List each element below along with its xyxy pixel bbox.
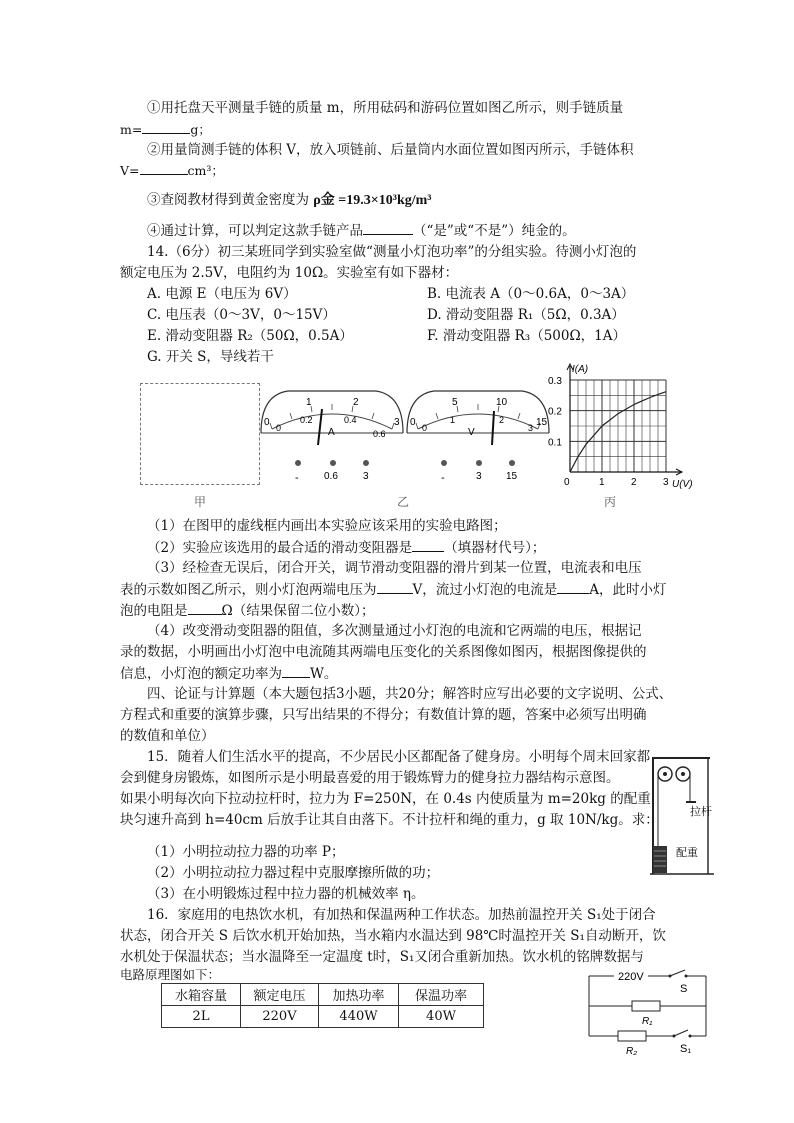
q14-sub3-3: 泡的电阻是 Ω（结果保留二位小数）； [120,603,375,619]
equipment-e: E. 滑动变阻器 R₂（50Ω，0.5A） [147,328,353,344]
iu-grid [567,364,682,475]
equipment-a: A. 电源 E（电压为 6V） [147,286,297,302]
q14-stem-1: 14.（6分）初三某班同学到实验室做“测量小灯泡功率”的分组实验。待测小灯泡的 [147,244,637,260]
table-cell: 440W [319,1006,399,1028]
voltmeter-terminal-3[interactable] [476,460,482,466]
q13-item3: ③查阅教材得到黄金密度为 ρ金 =19.3×10³kg/m³ [147,192,432,208]
y-tick-label: 0.3 [548,376,562,387]
equipment-c: C. 电压表（0～3V，0～15V） [147,307,336,323]
ammeter-bottom-tick-0: 0 [276,423,282,433]
fig-label-bing: 丙 [604,495,617,509]
q15-line2: 会到健身房锻炼，如图所示是小明最喜爱的用于锻炼臂力的健身拉力器结构示意图。 [120,770,620,786]
equipment-d: D. 滑动变阻器 R₁（5Ω，0.3A） [427,307,625,323]
ammeter-terminal-label-3: 3 [363,471,369,482]
voltmeter-top-tick-0: 0 [410,417,416,428]
ammeter-terminal-label-06: 0.6 [324,471,338,482]
q14-sub3-1: （3）经检查无误后，闭合开关，调节滑动变阻器的滑片到某一位置，电流表和电压 [147,560,642,576]
switch-s[interactable] [670,970,685,976]
resistor-r1 [632,1001,660,1011]
ammeter [261,391,403,484]
iu-ticks [548,376,669,488]
switch-s-label: S [680,983,688,995]
ammeter-bottom-tick-1: 0.2 [300,415,313,425]
ammeter-terminal-neg[interactable] [295,460,301,466]
iu-xlabel: U(V) [672,479,693,490]
section4-line2: 方程式和重要的演算步骤，只写出结果的不得分；有数值计算的题，答案中必须写出明确 [120,707,647,723]
ammeter-terminal-06[interactable] [330,460,336,466]
source-label: 220V [618,971,644,983]
voltmeter-bottom-tick-0: 0 [422,423,428,433]
q14-stem-2: 额定电压为 2.5V，电阻约为 10Ω。实验室有如下器材： [120,265,459,281]
q14-sub3-2: 表的示数如图乙所示，则小灯泡两端电压为 V，流过小灯泡的电流是 A，此时小灯 [120,582,667,598]
ammeter-terminal-3[interactable] [363,460,369,466]
q13-item4: ④通过计算，可以判定这款手链产品 （“是”或“不是”）纯金的。 [147,223,576,239]
y-tick-label: 0.1 [548,437,562,449]
q14-sub1: （1）在图甲的虚线框内画出本实验应该采用的实验电路图； [147,518,507,534]
voltmeter-terminal-label-neg: - [441,472,445,484]
ammeter-top-tick-1: 1 [306,397,312,408]
q13-item1: ①用托盘天平测量手链的质量 m，所用砝码和游码位置如图乙所示，则手链质量 [147,100,624,116]
x-tick-label: 0 [564,477,570,488]
iu-ylabel: I(A) [572,364,589,375]
q14-sub4-2: 录的数据，小明画出小灯泡中电流随其两端电压变化的关系图像如图丙，根据图像提供的 [120,644,647,660]
q13-item2-answer: V= cm³； [120,163,224,178]
r1-label: R₁ [642,1016,653,1027]
equipment-b: B. 电流表 A（0～0.6A，0～3A） [427,286,635,302]
circuit-drawing-box [140,383,260,485]
q15-sub3: （3）在小明锻炼过程中拉力器的机械效率 η。 [147,886,425,902]
voltmeter-terminal-label-3: 3 [476,471,482,482]
q15-sub2: （2）小明拉动拉力器过程中克服摩擦所做的功； [147,865,440,881]
q14-sub2: （2）实验应该选用的最合适的滑动变阻器是 （填器材代号）； [147,540,546,556]
meters-figure [258,385,550,493]
q16-line3: 水机处于保温状态；当水温降至一定温度 t时，S₁又闭合重新加热。饮水机的铭牌数据与 [120,949,644,965]
fig-label-jia: 甲 [194,495,207,509]
fig-label-yi: 乙 [397,495,410,509]
ammeter-bottom-tick-2: 0.4 [344,415,357,425]
table-header: 加热功率 [319,984,399,1006]
q14-sub4-3: 信息，小灯泡的额定功率为 W。 [120,666,338,682]
x-tick-label: 1 [599,477,605,488]
label-pull-rod: 拉杆 [690,805,712,818]
switch-s1-label: S₁ [680,1043,692,1055]
q15-line4: 块匀速升高到 h=40cm 后放手让其自由落下。不计拉杆和绳的重力，g 取 10N/kg。求： [120,812,659,828]
equipment-f: F. 滑动变阻器 R₃（500Ω，1A） [427,328,627,344]
table-header: 水箱容量 [162,984,241,1006]
ammeter-symbol: A [328,427,335,438]
voltmeter-symbol: V [468,427,475,438]
table-header: 额定电压 [241,984,319,1006]
q15-line1: 15．随着人们生活水平的提高，不少居民小区都配备了健身房。小明每个周末回家都 [147,749,651,765]
q16-line4: 电路原理图如下： [120,967,221,982]
q15-line3: 如果小明每次向下拉动拉杆时，拉力为 F=250N，在 0.4s 内使质量为 m=20kg 的配重 [120,791,651,807]
r2-label: R₂ [626,1046,638,1057]
voltmeter-pointer [492,411,494,445]
voltmeter-top-tick-3: 15 [536,417,548,428]
table-row [162,1006,484,1028]
q13-item1-answer: m= g； [120,122,211,137]
section4-line3: 的数值和单位） [120,728,215,744]
x-tick-label: 2 [631,477,637,488]
q16-line2: 状态，闭合开关 S 后饮水机开始加热，当水箱内水温达到 98℃时温控开关 S₁自动断开，饮 [120,928,666,944]
label-counterweight: 配重 [676,846,698,859]
ammeter-top-tick-3: 3 [394,417,400,428]
voltmeter-terminal-label-15: 15 [506,471,518,482]
table-cell: 40W [399,1006,484,1028]
voltmeter-bottom-tick-2: 2 [499,415,505,425]
heater-circuit [584,964,714,1058]
nameplate-table [161,983,484,1028]
ammeter-bottom-tick-3: 0.6 [373,429,386,439]
voltmeter [407,391,549,484]
voltmeter-bottom-tick-3: 3 [528,423,534,433]
voltmeter-terminal-15[interactable] [509,460,515,466]
ammeter-top-tick-0: 0 [264,417,270,428]
ammeter-terminal-label-neg: - [295,472,299,484]
gold-density: ρ金 =19.3×10³kg/m³ [313,193,432,208]
resistor-r2 [618,1031,646,1041]
iu-graph [548,362,698,494]
voltmeter-top-tick-2: 10 [496,397,508,408]
voltmeter-terminal-neg[interactable] [441,460,447,466]
equipment-g: G. 开关 S，导线若干 [147,349,274,365]
x-tick-label: 3 [663,477,669,488]
q13-item2: ②用量筒测手链的体积 V，放入项链前、后量筒内水面位置如图丙所示，手链体积 [147,142,634,158]
voltmeter-top-tick-1: 5 [452,397,458,408]
ammeter-top-tick-2: 2 [353,397,359,408]
table-cell: 2L [162,1006,241,1028]
switch-s1[interactable] [674,1030,688,1036]
section4-line1: 四、论证与计算题（本大题包括3小题，共20分；解答时应写出必要的文字说明、公式、 [147,686,673,702]
q16-line1: 16．家庭用的电热饮水机，有加热和保温两种工作状态。加热前温控开关 S₁处于闭合 [147,907,656,923]
voltmeter-bottom-tick-1: 1 [450,415,456,425]
q15-sub1: （1）小明拉动拉力器的功率 P； [147,844,345,860]
y-tick-label: 0.2 [548,406,562,418]
table-header-row [162,984,484,1006]
counterweight [653,846,667,873]
q14-sub4-1: （4）改变滑动变阻器的阻值，多次测量通过小灯泡的电流和它两端的电压，根据记 [147,623,642,639]
table-header: 保温功率 [399,984,484,1006]
table-cell: 220V [241,1006,319,1028]
